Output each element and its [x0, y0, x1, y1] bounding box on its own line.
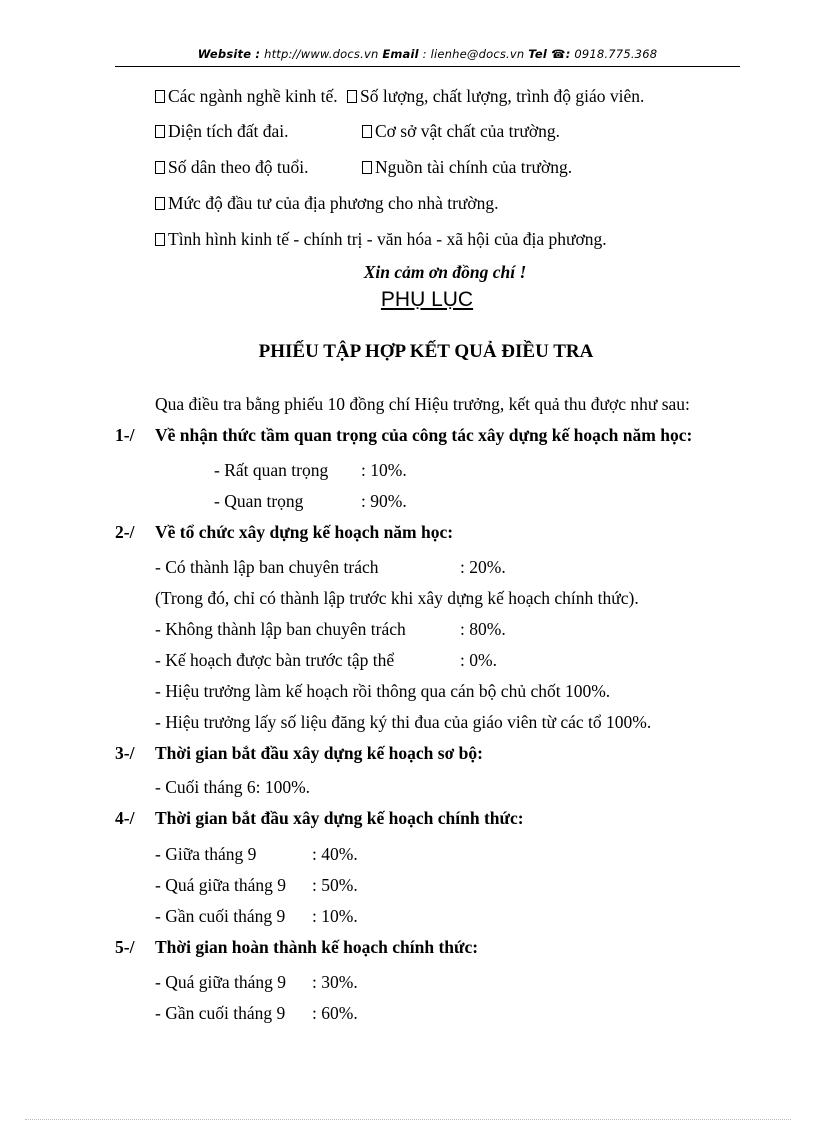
question-title: Thời gian bắt đầu xây dựng kế hoạch chính thức:	[155, 808, 524, 828]
answer-value: : 10%.	[312, 906, 358, 926]
checkbox-icon	[155, 233, 165, 246]
thanks-line: Xin cảm ơn đồng chí !	[363, 262, 527, 282]
answer-value: : 0%.	[460, 650, 497, 670]
header-divider	[115, 66, 740, 67]
checkbox-icon	[155, 197, 165, 210]
intro-paragraph: Qua điều tra bằng phiếu 10 đồng chí Hiệu trưởng, kết quả thu được như sau:	[155, 394, 690, 414]
checkbox-icon	[362, 161, 372, 174]
question-number: 5-/	[115, 937, 135, 957]
answer-note: (Trong đó, chỉ có thành lập trước khi xây dựng kế hoạch chính thức).	[155, 588, 639, 608]
email-value[interactable]: : lienhe@docs.vn	[422, 47, 525, 61]
answer-value: : 30%.	[312, 972, 358, 992]
appendix-title: PHỤ LỤC	[380, 288, 474, 311]
answer-text: - Hiệu trưởng lấy số liệu đăng ký thi đua của giáo viên từ các tổ 100%.	[155, 712, 652, 732]
answer-text: - Cuối tháng 6: 100%.	[155, 777, 311, 797]
answer-label: - Quan trọng	[214, 491, 304, 511]
checklist-row-3b	[362, 157, 572, 178]
question-title: Thời gian bắt đầu xây dựng kế hoạch sơ bộ:	[155, 743, 483, 763]
answer-label: - Quá giữa tháng 9	[155, 972, 286, 992]
checklist-row-2b	[362, 121, 560, 142]
answer-label: - Không thành lập ban chuyên trách	[155, 619, 406, 639]
question-title: Thời gian hoàn thành kế hoạch chính thức:	[155, 937, 479, 957]
answer-label: - Giữa tháng 9	[155, 844, 257, 864]
checklist-item: Số dân theo độ tuổi.	[168, 157, 309, 177]
checklist-item: Diện tích đất đai.	[168, 121, 289, 141]
answer-label: - Gần cuối tháng 9	[155, 906, 286, 926]
question-title: Về tổ chức xây dựng kế hoạch năm học:	[155, 522, 454, 542]
answer-label: - Rất quan trọng	[214, 460, 329, 480]
answer-label: - Có thành lập ban chuyên trách	[155, 557, 379, 577]
question-number: 2-/	[115, 522, 135, 542]
answer-label: - Kế hoạch được bàn trước tập thể	[155, 650, 395, 670]
checkbox-icon	[347, 90, 357, 103]
checklist-row-4	[155, 193, 499, 214]
answer-label: - Gần cuối tháng 9	[155, 1003, 286, 1023]
checklist-row-1	[155, 86, 644, 107]
checklist-item: Nguồn tài chính của trường.	[375, 157, 573, 177]
website-url[interactable]: http://www.docs.vn	[264, 47, 379, 61]
email-label: Email	[382, 47, 419, 61]
survey-title: PHIẾU TẬP HỢP KẾT QUẢ ĐIỀU TRA	[258, 341, 594, 362]
tel-value: 0918.775.368	[574, 47, 658, 61]
checkbox-icon	[362, 125, 372, 138]
question-title: Về nhận thức tầm quan trọng của công tác xây dựng kế hoạch năm học:	[155, 425, 693, 445]
checklist-item: Tình hình kinh tế - chính trị - văn hóa - xã hội của địa phương.	[168, 229, 607, 249]
page-bottom-divider	[25, 1119, 791, 1120]
checklist-row-2a	[155, 121, 289, 142]
answer-value: : 20%.	[460, 557, 506, 577]
checklist-row-3a	[155, 157, 308, 178]
question-number: 3-/	[115, 743, 135, 763]
answer-text: - Hiệu trưởng làm kế hoạch rồi thông qua cán bộ chủ chốt 100%.	[155, 681, 611, 701]
question-number: 1-/	[115, 425, 135, 445]
answer-value: : 80%.	[460, 619, 506, 639]
answer-value: : 50%.	[312, 875, 358, 895]
website-label: Website :	[197, 47, 261, 61]
checkbox-icon	[155, 161, 165, 174]
checkbox-icon	[155, 90, 165, 103]
answer-value: : 10%.	[361, 460, 407, 480]
answer-value: : 90%.	[361, 491, 407, 511]
checklist-item: Số lượng, chất lượng, trình độ giáo viên.	[359, 86, 645, 106]
answer-value: : 40%.	[312, 844, 358, 864]
checklist-item: Các ngành nghề kinh tế.	[168, 86, 338, 106]
checklist-item: Mức độ đầu tư của địa phương cho nhà trường.	[168, 193, 499, 213]
tel-label: Tel ☎:	[528, 47, 571, 61]
checklist-item: Cơ sở vật chất của trường.	[375, 121, 560, 141]
question-number: 4-/	[115, 808, 135, 828]
answer-value: : 60%.	[312, 1003, 358, 1023]
answer-label: - Quá giữa tháng 9	[155, 875, 286, 895]
checklist-row-5	[155, 229, 607, 250]
page-header	[115, 47, 740, 61]
checkbox-icon	[155, 125, 165, 138]
